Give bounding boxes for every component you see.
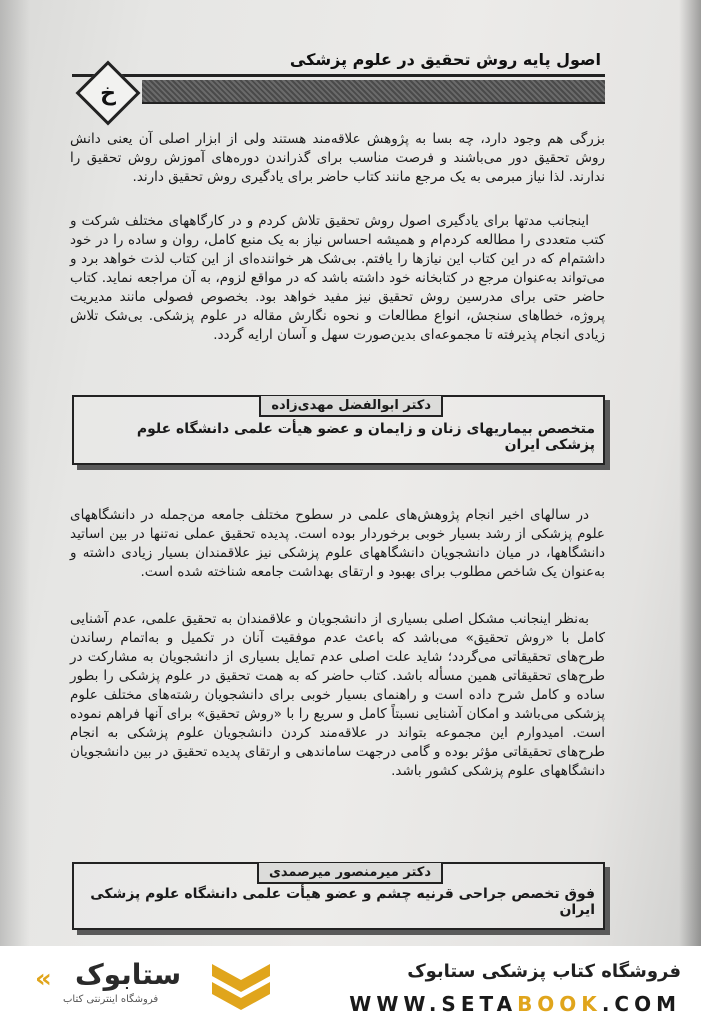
page-letter: خ	[100, 80, 116, 106]
title-rule	[72, 74, 605, 77]
header-band	[142, 80, 605, 104]
url-prefix: WWW.SETA	[349, 992, 518, 1016]
store-name: فروشگاه کتاب پزشکی ستابوک	[407, 961, 681, 982]
page-edge-shadow	[679, 0, 701, 946]
store-logo[interactable]	[35, 956, 305, 1016]
double-chevron-icon: «	[35, 964, 52, 994]
author-name-1: دکتر ابوالفضل مهدی‌زاده	[259, 396, 443, 417]
logo-text: ستابوک	[75, 958, 182, 991]
page-gutter-shadow	[0, 0, 30, 946]
preface1-paragraph-2: اینجانب مدتها برای یادگیری اصول روش تحقیق تلاش کردم و در کارگاههای مختلف شرکت و کتب متعددی را مطالعه کردم‌ام و همیشه احساس نیاز به یک منبع کامل، روان و ساده را در خود داشتم‌ام که در این کتاب این نیازها را یافتم. بی‌شک هر خواننده‌ای از این کتاب لذت خواهد برد و می‌تواند به‌عنوان مرجع در کتابخانه خود داشته باشد که در مواقع لزوم، به آن مراجعه نماید. کتاب حاضر حتی برای مدرسین روش تحقیق نیز مفید خواهد بود. بخصوص فصولی مانند مدیریت پروژه، خطاهای سنجش، انواع مطالعات و نحوه نگارش مقاله در علوم پزشکی. بی‌شک تلاش زیادی انجام پذیرفته تا مجموعه‌ای بدین‌صورت سهل و آسان ارایه گردد.	[70, 213, 605, 343]
preface2-paragraph-1: در سالهای اخیر انجام پژوهش‌های علمی در سطوح مختلف جامعه من‌جمله در دانشگاههای علوم پزشکی از رشد بسیار خوبی برخوردار بوده است. پدیده تحقیق عملی نه‌تنها در بین اساتید دانشگاهها، در میان دانشجویان دانشگاههای علوم پزشکی نیز علاقمندان بسیار زیادی داشته و به‌عنوان یک شاخص مطلوب برای بهبود و ارتقای بهداشت جامعه شناخته شده است.	[70, 507, 605, 580]
url-brand: BOOK	[517, 992, 602, 1016]
signature-box-1	[72, 395, 605, 465]
preface2-paragraph-2: به‌نظر اینجانب مشکل اصلی بسیاری از دانشجویان و علاقمندان به تحقیق علمی، عدم آشنایی کامل با «روش تحقیق» می‌باشد که باعث عدم موفقیت آنان در تکمیل و به‌اتمام رساندن طرح‌های تحقیقاتی می‌گردد؛ شاید علت اصلی عدم تمایل بسیاری از دانشجویان به مشارکت در طرح‌های تحقیقاتی همین مسأله باشد. کتاب حاضر که به همت تحقیق در علوم پزشکی را بطور ساده و کامل شرح داده است و راهنمای بسیار خوبی برای دانشجویان رشته‌های مختلف علوم پزشکی می‌باشد و امکان آشنایی نسبتاً کامل و سریع را با «روش تحقیق» برای آنها فراهم نموده است. امیدوارم این مجموعه بتواند در علاقه‌مند کردن دانشجویان علوم پزشکی به انجام طرح‌های تحقیقاتی مؤثر بوده و گامی درجهت ساماندهی و ارتقای پدیده تحقیق در بین دانشجویان دانشگاههای علوم پزشکی کشور باشد.	[70, 611, 605, 779]
preface1-paragraph-1: بزرگی هم وجود دارد، چه بسا به پژوهش علاقه‌مند هستند ولی از ابزار اصلی آن یعنی دانش روش تحقیق دور می‌باشند و فرصت مناسب برای گذراندن دوره‌های آموزش روش تحقیق را ندارند. لذا نیاز مبرمی به یک مرجع مانند کتاب حاضر برای یادگیری روش تحقیق دارند.	[70, 131, 605, 185]
book-title: اصول پایه روش تحقیق در علوم پزشکی	[289, 50, 601, 69]
logo-subtitle: فروشگاه اینترنتی کتاب	[63, 994, 159, 1005]
signature-box-2	[72, 862, 605, 930]
store-url-link[interactable]	[349, 992, 681, 1016]
author-title-2: فوق تخصص جراحی قرنیه چشم و عضو هیأت علمی دانشگاه علوم پزشکی ایران	[90, 886, 595, 918]
book-chevron-icon	[210, 960, 272, 1014]
url-suffix: .COM	[601, 992, 681, 1016]
author-name-2: دکتر میرمنصور میرصمدی	[257, 863, 443, 884]
author-title-1: متخصص بیماریهای زنان و زایمان و عضو هیأت علمی دانشگاه علوم پزشکی ایران	[136, 421, 595, 453]
store-footer	[0, 946, 701, 1024]
